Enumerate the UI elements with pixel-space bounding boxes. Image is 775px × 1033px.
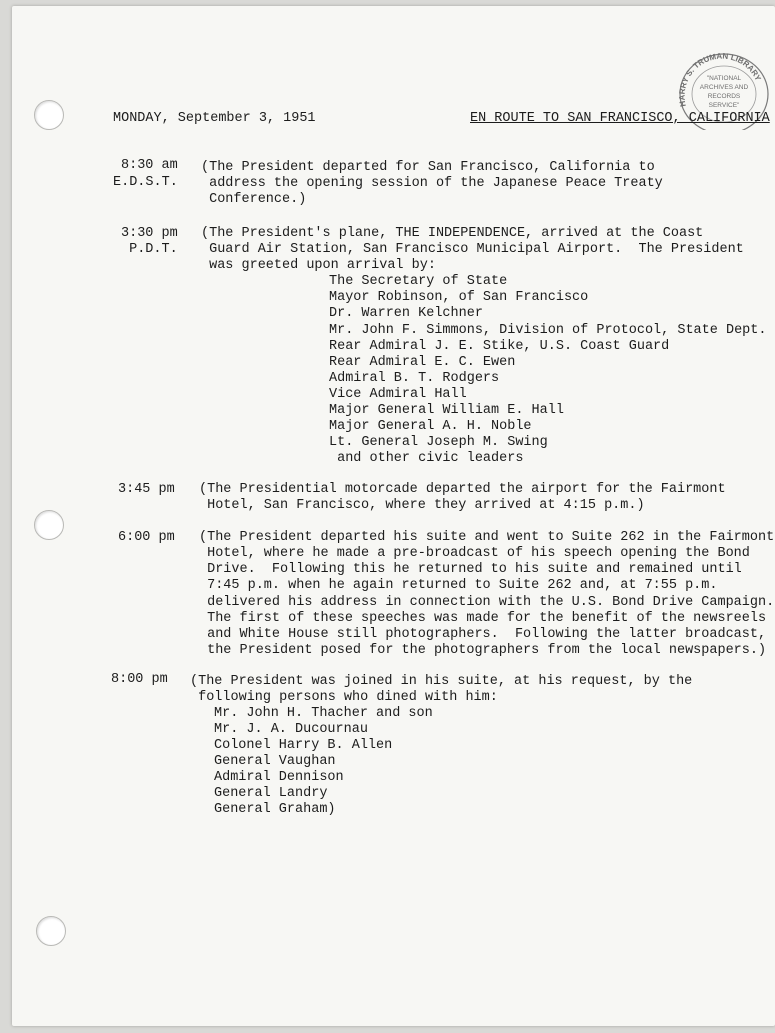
dinner-guest-item: Admiral Dennison [214, 770, 344, 785]
entry-text-line: the President posed for the photographers from the local newspapers.) [199, 643, 767, 658]
entry-text-line: Hotel, San Francisco, where they arrived at 4:15 p.m.) [199, 498, 645, 513]
entry-text-line: following persons who dined with him: [190, 690, 498, 705]
greeter-list-item: Rear Admiral J. E. Stike, U.S. Coast Guard [329, 339, 670, 354]
greeter-list-item: The Secretary of State [329, 274, 508, 289]
entry-text-line: (The Presidential motorcade departed the airport for the Fairmont [199, 482, 726, 497]
entry-text-line: Guard Air Station, San Francisco Municipal Airport. The President [201, 242, 744, 257]
entry-text-line: (The President's plane, THE INDEPENDENCE, arrived at the Coast [201, 226, 704, 241]
greeter-list-item: Major General A. H. Noble [329, 419, 532, 434]
dinner-guest-item: General Landry [214, 786, 328, 801]
greeter-list-item: Rear Admiral E. C. Ewen [329, 355, 516, 370]
entry-text-line: and White House still photographers. Following the latter broadcast, [199, 627, 767, 642]
stamp-line: ARCHIVES AND [699, 84, 749, 91]
greeter-list-item: Mr. John F. Simmons, Division of Protocol, State Dept. [329, 323, 767, 338]
greeter-list-item: Mayor Robinson, of San Francisco [329, 290, 589, 305]
entry-text-line: address the opening session of the Japanese Peace Treaty [201, 176, 663, 191]
punch-hole-middle [34, 510, 64, 540]
greeter-list-item: Admiral B. T. Rodgers [329, 371, 500, 386]
stamp-line: SERVICE" [708, 102, 740, 109]
entry-text-line: (The President was joined in his suite, at his request, by the [190, 674, 693, 689]
stamp-arc-text: HARRY S. TRUMAN LIBRARY [677, 51, 763, 108]
entry-time-zone: E.D.S.T. [113, 175, 178, 190]
greeter-list-item: Major General William E. Hall [329, 403, 564, 418]
punch-hole-top [34, 100, 64, 130]
greeter-list-item: Lt. General Joseph M. Swing [329, 435, 548, 450]
entry-text-line: Drive. Following this he returned to his suite and remained until [199, 562, 742, 577]
greeter-list-item: Vice Admiral Hall [329, 387, 467, 402]
greeter-list-item: and other civic leaders [329, 451, 524, 466]
entry-text-line: (The President departed for San Francisco, California to [201, 160, 655, 175]
entry-time: 3:30 pm [121, 226, 178, 241]
entry-text-line: The first of these speeches was made for the benefit of the newsreels [199, 611, 767, 626]
stamp-line: RECORDS [707, 93, 741, 100]
entry-time: 3:45 pm [118, 482, 175, 497]
dinner-guest-item: General Graham) [214, 802, 336, 817]
entry-text-line: Conference.) [201, 192, 307, 207]
entry-time: 8:00 pm [111, 672, 168, 687]
dinner-guest-item: Mr. J. A. Ducournau [214, 722, 368, 737]
entry-text-line: delivered his address in connection with the U.S. Bond Drive Campaign. [199, 595, 775, 610]
header-date: MONDAY, September 3, 1951 [113, 111, 316, 126]
entry-text-line: was greeted upon arrival by: [201, 258, 436, 273]
entry-text-line: Hotel, where he made a pre-broadcast of his speech opening the Bond [199, 546, 750, 561]
dinner-guest-item: Colonel Harry B. Allen [214, 738, 393, 753]
entry-text-line: 7:45 p.m. when he again returned to Suite 262 and, at 7:55 p.m. [199, 578, 718, 593]
entry-time: 6:00 pm [118, 530, 175, 545]
greeter-list-item: Dr. Warren Kelchner [329, 306, 483, 321]
entry-text-line: (The President departed his suite and went to Suite 262 in the Fairmont [199, 530, 775, 545]
punch-hole-bottom [36, 916, 66, 946]
entry-time-zone: P.D.T. [121, 242, 178, 257]
header-location: EN ROUTE TO SAN FRANCISCO, CALIFORNIA [470, 111, 770, 126]
entry-time: 8:30 am [121, 158, 178, 173]
dinner-guest-item: General Vaughan [214, 754, 336, 769]
dinner-guest-item: Mr. John H. Thacher and son [214, 706, 433, 721]
stamp-line: "NATIONAL [706, 75, 742, 82]
